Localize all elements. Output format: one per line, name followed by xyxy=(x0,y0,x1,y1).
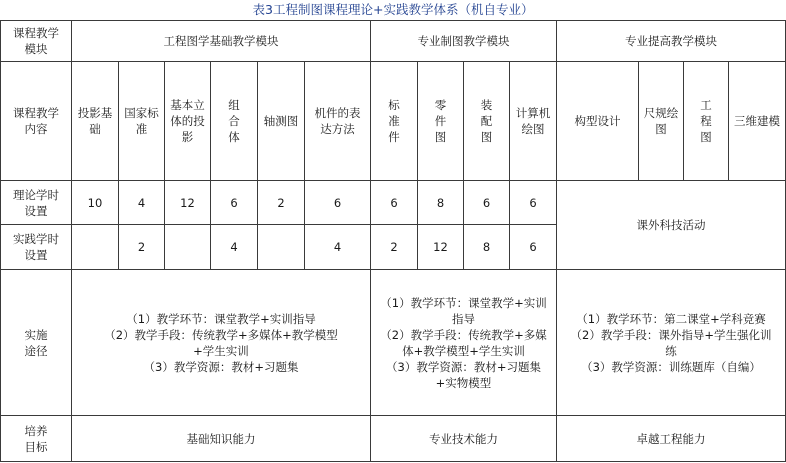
goal-row xyxy=(1,416,786,462)
content-item: 投影基 础 xyxy=(72,62,119,181)
practice-hours-value: 2 xyxy=(371,225,418,270)
implementation-professional-text: （1）教学环节：课堂教学+实训指导 （2）教学手段：传统教学+多媒体+教学模型+学生实训 （3）教学资源：教材+习题集+实物模型 xyxy=(380,295,547,390)
goal-professional-cell: 专业技术能力 xyxy=(371,416,557,462)
content-item: 构型设计 xyxy=(557,62,639,181)
practice-label-cell: 实践学时 设置 xyxy=(1,225,72,270)
content-item: 装 配 图 xyxy=(464,62,510,181)
implementation-basic-cell xyxy=(72,270,371,416)
module-group-basic: 工程图学基础教学模块 xyxy=(72,21,371,62)
implementation-advanced-text: （1）教学环节：第二课堂+学科竞赛 （2）教学手段：课外指导+学生强化训练 （3）教学资源：训练题库（自编） xyxy=(570,311,772,374)
theory-hours-value: 12 xyxy=(165,181,211,225)
practice-hours-value xyxy=(258,225,305,270)
goal-advanced-cell: 卓越工程能力 xyxy=(557,416,786,462)
module-group-advanced: 专业提高教学模块 xyxy=(557,21,786,62)
content-item: 轴测图 xyxy=(258,62,305,181)
module-label-cell: 课程教学 模块 xyxy=(1,21,72,62)
theory-hours-value: 6 xyxy=(510,181,557,225)
content-item: 机件的表 达方法 xyxy=(305,62,371,181)
practice-hours-value: 2 xyxy=(119,225,165,270)
content-item: 国家标 准 xyxy=(119,62,165,181)
practice-hours-value xyxy=(72,225,119,270)
module-header-row xyxy=(1,21,786,62)
implementation-row xyxy=(1,270,786,416)
content-item: 标 准 件 xyxy=(371,62,418,181)
theory-hours-value: 6 xyxy=(371,181,418,225)
theory-hours-row xyxy=(1,181,786,225)
content-item: 三维建模 xyxy=(729,62,786,181)
practice-hours-value xyxy=(165,225,211,270)
goal-basic-cell: 基础知识能力 xyxy=(72,416,371,462)
theory-hours-value: 4 xyxy=(119,181,165,225)
theory-label-cell: 理论学时 设置 xyxy=(1,181,72,225)
practice-hours-value: 12 xyxy=(418,225,464,270)
theory-hours-value: 8 xyxy=(418,181,464,225)
theory-hours-value: 6 xyxy=(305,181,371,225)
extracurricular-cell: 课外科技活动 xyxy=(557,181,786,270)
theory-hours-value: 2 xyxy=(258,181,305,225)
practice-hours-value: 4 xyxy=(305,225,371,270)
theory-hours-value: 6 xyxy=(211,181,258,225)
content-label-cell: 课程教学 内容 xyxy=(1,62,72,181)
implementation-basic-text: （1）教学环节：课堂教学+实训指导 （2）教学手段：传统教学+多媒体+教学模型+学生实训 （3）教学资源：教材+习题集 xyxy=(104,311,338,374)
curriculum-table xyxy=(0,20,786,462)
implementation-advanced-cell xyxy=(557,270,786,416)
content-item: 工 程 图 xyxy=(684,62,729,181)
theory-hours-value: 6 xyxy=(464,181,510,225)
practice-hours-value: 6 xyxy=(510,225,557,270)
table-title: 表3工程制图课程理论+实践教学体系（机自专业） xyxy=(252,2,534,17)
content-item: 计算机 绘图 xyxy=(510,62,557,181)
practice-hours-value: 4 xyxy=(211,225,258,270)
content-item: 尺规绘 图 xyxy=(639,62,684,181)
content-item: 组 合 体 xyxy=(211,62,258,181)
goal-label-cell: 培养 目标 xyxy=(1,416,72,462)
content-row xyxy=(1,62,786,181)
content-item: 零 件 图 xyxy=(418,62,464,181)
theory-hours-value: 10 xyxy=(72,181,119,225)
practice-hours-value: 8 xyxy=(464,225,510,270)
implementation-label-cell: 实施 途径 xyxy=(1,270,72,416)
module-group-professional: 专业制图教学模块 xyxy=(371,21,557,62)
implementation-professional-cell xyxy=(371,270,557,416)
content-item: 基本立 体的投 影 xyxy=(165,62,211,181)
